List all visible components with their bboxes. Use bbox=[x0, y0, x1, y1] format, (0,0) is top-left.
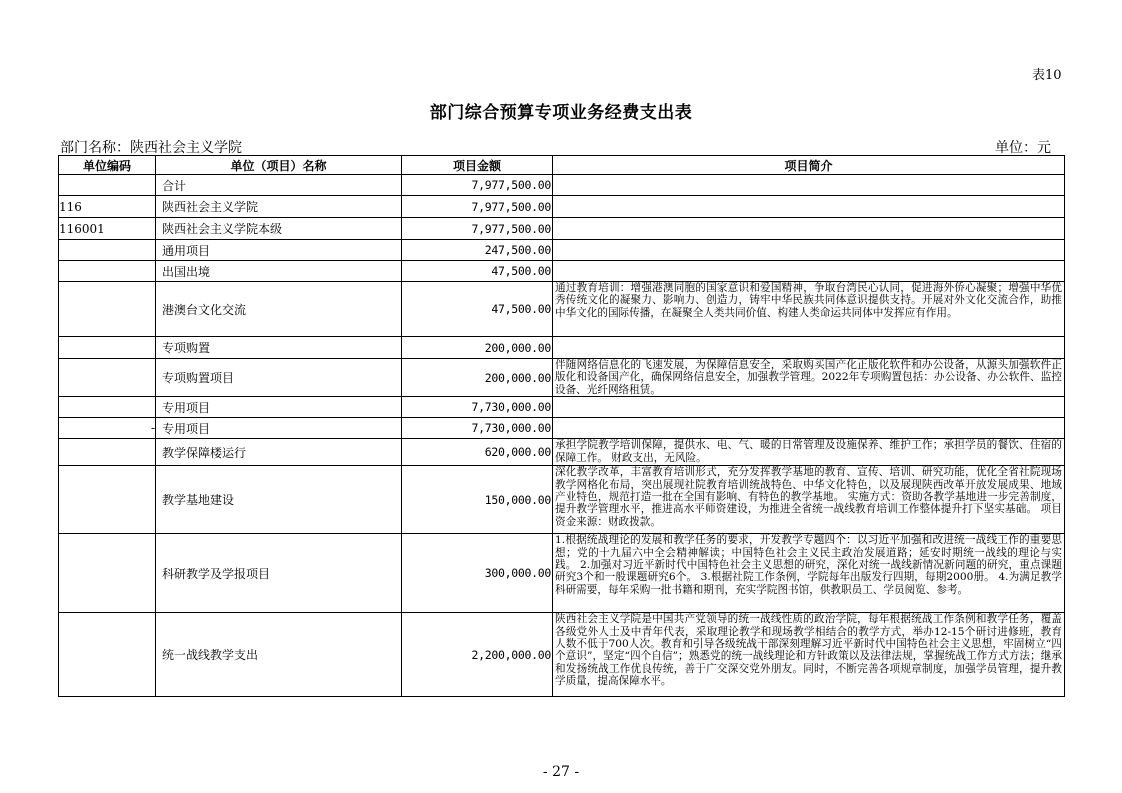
header-code: 单位编码 bbox=[59, 156, 156, 175]
row-code bbox=[59, 534, 156, 613]
table-row bbox=[59, 240, 1065, 261]
row-name: 陕西社会主义学院 bbox=[156, 196, 402, 218]
table-row bbox=[59, 337, 1065, 359]
header-desc: 项目简介 bbox=[553, 156, 1065, 175]
row-amount: 200,000.00 bbox=[402, 337, 553, 359]
row-desc bbox=[553, 397, 1065, 418]
row-desc: 深化教学改革，丰富教育培训形式，充分发挥教学基地的教育、宣传、培训、研究功能，优化全省社院现场教学网格化布局，突出展现社院教育培训统战特色、中华文化特色，以及展现陕西改革开放发展成果、地域产业特色，规范打造一批在全国有影响、有特色的教学基地。 实施方式：资助各教学基地进一步完善制度，提升教学管理水平，推进高水平师资建设，为推进全省统一战线教育培训工作整体提升打下坚实基础。 项目资金来源：财政拨款。 bbox=[553, 466, 1065, 534]
row-desc bbox=[553, 337, 1065, 359]
row-name: 教学保障楼运行 bbox=[156, 439, 402, 466]
row-name: 专用项目 bbox=[156, 418, 402, 439]
row-amount: 7,730,000.00 bbox=[402, 397, 553, 418]
table-row bbox=[59, 218, 1065, 240]
row-code bbox=[59, 282, 156, 337]
row-code bbox=[59, 439, 156, 466]
row-desc bbox=[553, 240, 1065, 261]
row-name: 出国出境 bbox=[156, 261, 402, 282]
row-desc: 承担学院教学培训保障，提供水、电、气、暖的日常管理及设施保养、维护工作；承担学员的餐饮、住宿的保障工作。 财政支出，无风险。 bbox=[553, 439, 1065, 466]
row-desc bbox=[553, 418, 1065, 439]
table-row bbox=[59, 175, 1065, 196]
department-name: 部门名称：陕西社会主义学院 bbox=[60, 140, 242, 156]
table-row bbox=[59, 534, 1065, 613]
row-code bbox=[59, 613, 156, 697]
table-number: 表10 bbox=[1032, 68, 1062, 83]
page-number: - 27 - bbox=[542, 764, 580, 780]
row-desc bbox=[553, 175, 1065, 196]
row-amount: 47,500.00 bbox=[402, 282, 553, 337]
row-amount: 300,000.00 bbox=[402, 534, 553, 613]
row-name: 专用项目 bbox=[156, 397, 402, 418]
row-desc: 1.根据统战理论的发展和教学任务的要求，开发教学专题四个：以习近平加强和改进统一战线工作的重要思想；党的十九届六中全会精神解读；中国特色社会主义民主政治发展道路；延安时期统一战线的理论与实践。 2.加强对习近平新时代中国特色社会主义思想的研究，深化对统一战线新情况新问题的研究，重点课题研究3个和一般课题研究6个。 3.根据社院工作条例，学院每年出版发行四期，每期2000册。 4.为满足教学科研需要，每年采购一批书籍和期刊，充实学院图书馆，供教职员工、学员阅览、参考。 bbox=[553, 534, 1065, 613]
row-code bbox=[59, 397, 156, 418]
row-desc: 通过教育培训：增强港澳同胞的国家意识和爱国精神，争取台湾民心认同，促进海外侨心凝聚；增强中华优秀传统文化的凝聚力、影响力、创造力，铸牢中华民族共同体意识提供支持。开展对外文化交流合作，助推中华文化的国际传播，在凝聚全人类共同价值、构建人类命运共同体中发挥应有作用。 bbox=[553, 282, 1065, 337]
row-code bbox=[59, 466, 156, 534]
row-desc: 伴随网络信息化的飞速发展，为保障信息安全，采取购买国产化正版化软件和办公设备，从源头加强软件正版化和设备国产化，确保网络信息安全，加强教学管理。2022年专项购置包括：办公设备、办公软件、监控设备、光纤网络租赁。 bbox=[553, 359, 1065, 397]
row-code bbox=[59, 175, 156, 196]
row-name: 专项购置 bbox=[156, 337, 402, 359]
row-amount: 7,977,500.00 bbox=[402, 175, 553, 196]
table-row bbox=[59, 418, 1065, 439]
row-amount: 47,500.00 bbox=[402, 261, 553, 282]
row-code: 116001 bbox=[59, 218, 156, 240]
row-desc bbox=[553, 218, 1065, 240]
row-code: 116 bbox=[59, 196, 156, 218]
row-name: 科研教学及学报项目 bbox=[156, 534, 402, 613]
table-row bbox=[59, 397, 1065, 418]
table-row bbox=[59, 261, 1065, 282]
row-desc: 陕西社会主义学院是中国共产党领导的统一战线性质的政治学院，每年根据统战工作条例和教学任务，覆盖各级党外人士及中青年代表，采取理论教学和现场教学相结合的教学方式，举办12-15个研讨进修班，教育人数不低于700人次。教育和引导各级统战干部深刻理解习近平新时代中国特色社会主义思想，牢固树立“四个意识”，坚定“四个自信”；熟悉党的统一战线理论和方针政策以及法律法规，掌握统战工作方式方法；继承和发扬统战工作优良传统，善于广交深交党外朋友。同时，不断完善各项规章制度，加强学员管理，提升教学质量，提高保障水平。 bbox=[553, 613, 1065, 697]
row-amount: 200,000.00 bbox=[402, 359, 553, 397]
row-code bbox=[59, 359, 156, 397]
unit-label: 单位：元 bbox=[995, 140, 1051, 156]
row-amount: 620,000.00 bbox=[402, 439, 553, 466]
row-desc bbox=[553, 261, 1065, 282]
table-row bbox=[59, 466, 1065, 534]
table-row bbox=[59, 196, 1065, 218]
row-amount: 7,977,500.00 bbox=[402, 196, 553, 218]
row-code bbox=[59, 337, 156, 359]
row-code bbox=[59, 261, 156, 282]
table-row bbox=[59, 613, 1065, 697]
row-name: 合计 bbox=[156, 175, 402, 196]
row-amount: 247,500.00 bbox=[402, 240, 553, 261]
table-row bbox=[59, 282, 1065, 337]
row-name: 统一战线教学支出 bbox=[156, 613, 402, 697]
table-header-row bbox=[59, 156, 1065, 175]
table-row bbox=[59, 439, 1065, 466]
row-desc bbox=[553, 196, 1065, 218]
row-name: 港澳台文化交流 bbox=[156, 282, 402, 337]
document-title: 部门综合预算专项业务经费支出表 bbox=[429, 103, 693, 123]
row-amount: 2,200,000.00 bbox=[402, 613, 553, 697]
header-amount: 项目金额 bbox=[402, 156, 553, 175]
table-row bbox=[59, 359, 1065, 397]
row-name: 通用项目 bbox=[156, 240, 402, 261]
header-name: 单位（项目）名称 bbox=[156, 156, 402, 175]
row-amount: 150,000.00 bbox=[402, 466, 553, 534]
row-name: 陕西社会主义学院本级 bbox=[156, 218, 402, 240]
row-name: 教学基地建设 bbox=[156, 466, 402, 534]
row-amount: 7,730,000.00 bbox=[402, 418, 553, 439]
row-name: 专项购置项目 bbox=[156, 359, 402, 397]
budget-table bbox=[58, 155, 1065, 697]
row-amount: 7,977,500.00 bbox=[402, 218, 553, 240]
row-code: - bbox=[59, 418, 156, 439]
row-code bbox=[59, 240, 156, 261]
